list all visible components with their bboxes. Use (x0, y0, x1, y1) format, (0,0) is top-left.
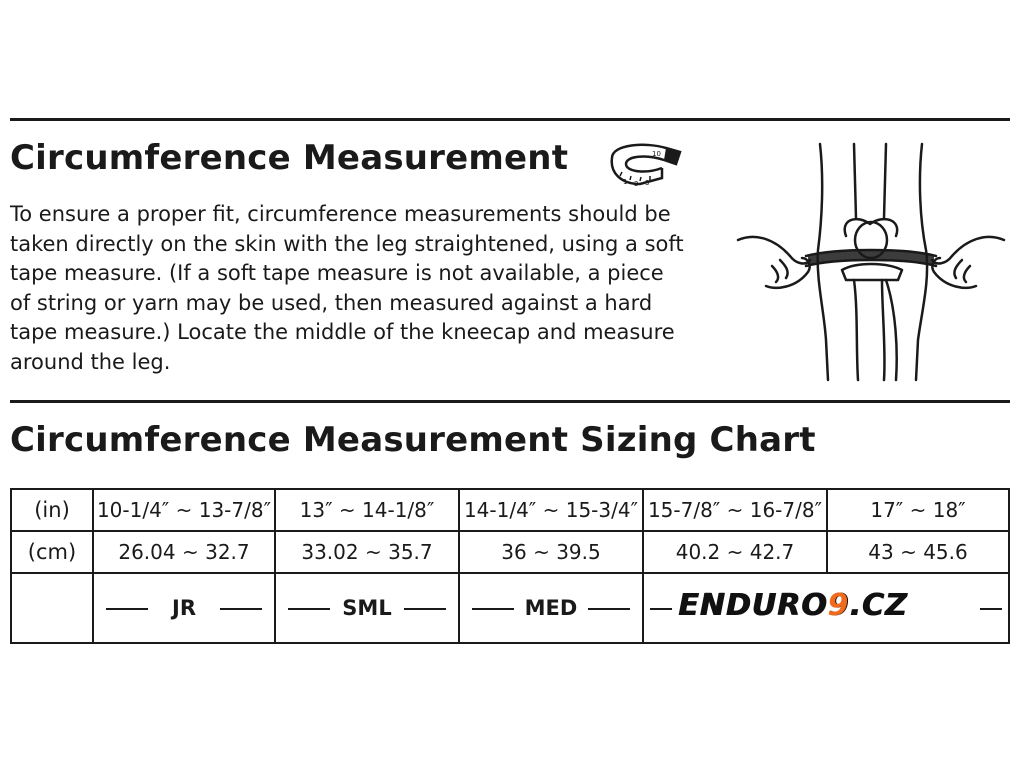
dash-line (404, 608, 446, 610)
size-cell-med (459, 573, 643, 643)
size-cell-sml (275, 573, 459, 643)
measurement-instructions (10, 200, 730, 377)
top-divider (10, 118, 1010, 121)
logo-text-suffix: .CZ (849, 588, 908, 623)
dash-line (106, 608, 148, 610)
instruction-line: tape measure. (If a soft tape measure is not available, a piece (10, 261, 664, 285)
dash-line (588, 608, 630, 610)
section-heading-sizing-chart: Circumference Measurement Sizing Chart (10, 420, 816, 460)
table-row-centimeters (11, 531, 1009, 573)
instruction-line: around the leg. (10, 349, 171, 374)
enduro9-watermark-logo (678, 588, 908, 623)
logo-text-accent: 9 (827, 588, 850, 623)
unit-label-cm: (cm) (11, 531, 93, 573)
table-cell: 26.04 ~ 32.7 (93, 531, 275, 573)
dash-line (980, 608, 1002, 610)
table-row-inches (11, 489, 1009, 531)
size-label: SML (342, 596, 392, 620)
tape-mark: 3 (645, 179, 650, 187)
table-cell: 15-7/8″ ~ 16-7/8″ (643, 489, 827, 531)
table-cell: 36 ~ 39.5 (459, 531, 643, 573)
table-cell: 43 ~ 45.6 (827, 531, 1009, 573)
table-cell: 17″ ~ 18″ (827, 489, 1009, 531)
size-cell-watermarked (643, 573, 1009, 643)
table-cell: 10-1/4″ ~ 13-7/8″ (93, 489, 275, 531)
instruction-line: taken directly on the skin with the leg straightened, using a soft (10, 231, 684, 256)
table-cell: 14-1/4″ ~ 15-3/4″ (459, 489, 643, 531)
middle-divider (10, 400, 1010, 403)
size-label: MED (524, 596, 578, 620)
table-cell: 13″ ~ 14-1/8″ (275, 489, 459, 531)
instruction-line: To ensure a proper fit, circumference measurements should be (10, 202, 671, 226)
tape-mark: 2 (634, 180, 639, 188)
knee-measurement-illustration (736, 140, 1006, 382)
unit-label-empty (11, 573, 93, 643)
section-heading-measurement: Circumference Measurement (10, 138, 569, 178)
size-cell-jr (93, 573, 275, 643)
tape-mark: 1 (623, 178, 628, 186)
unit-label-in: (in) (11, 489, 93, 531)
dash-line (472, 608, 514, 610)
logo-text-main: ENDURO (678, 588, 828, 623)
dash-line (220, 608, 262, 610)
table-cell: 33.02 ~ 35.7 (275, 531, 459, 573)
size-label: JR (172, 596, 196, 620)
tape-mark: 10 (652, 150, 661, 158)
dash-line (650, 608, 672, 610)
dash-line (288, 608, 330, 610)
table-row-sizes (11, 573, 1009, 643)
sizing-chart-table (10, 488, 1010, 644)
instruction-line: of string or yarn may be used, then measured against a hard (10, 290, 653, 315)
instruction-line: tape measure.) Locate the middle of the kneecap and measure (10, 320, 675, 344)
table-cell: 40.2 ~ 42.7 (643, 531, 827, 573)
tape-measure-icon (606, 138, 686, 190)
